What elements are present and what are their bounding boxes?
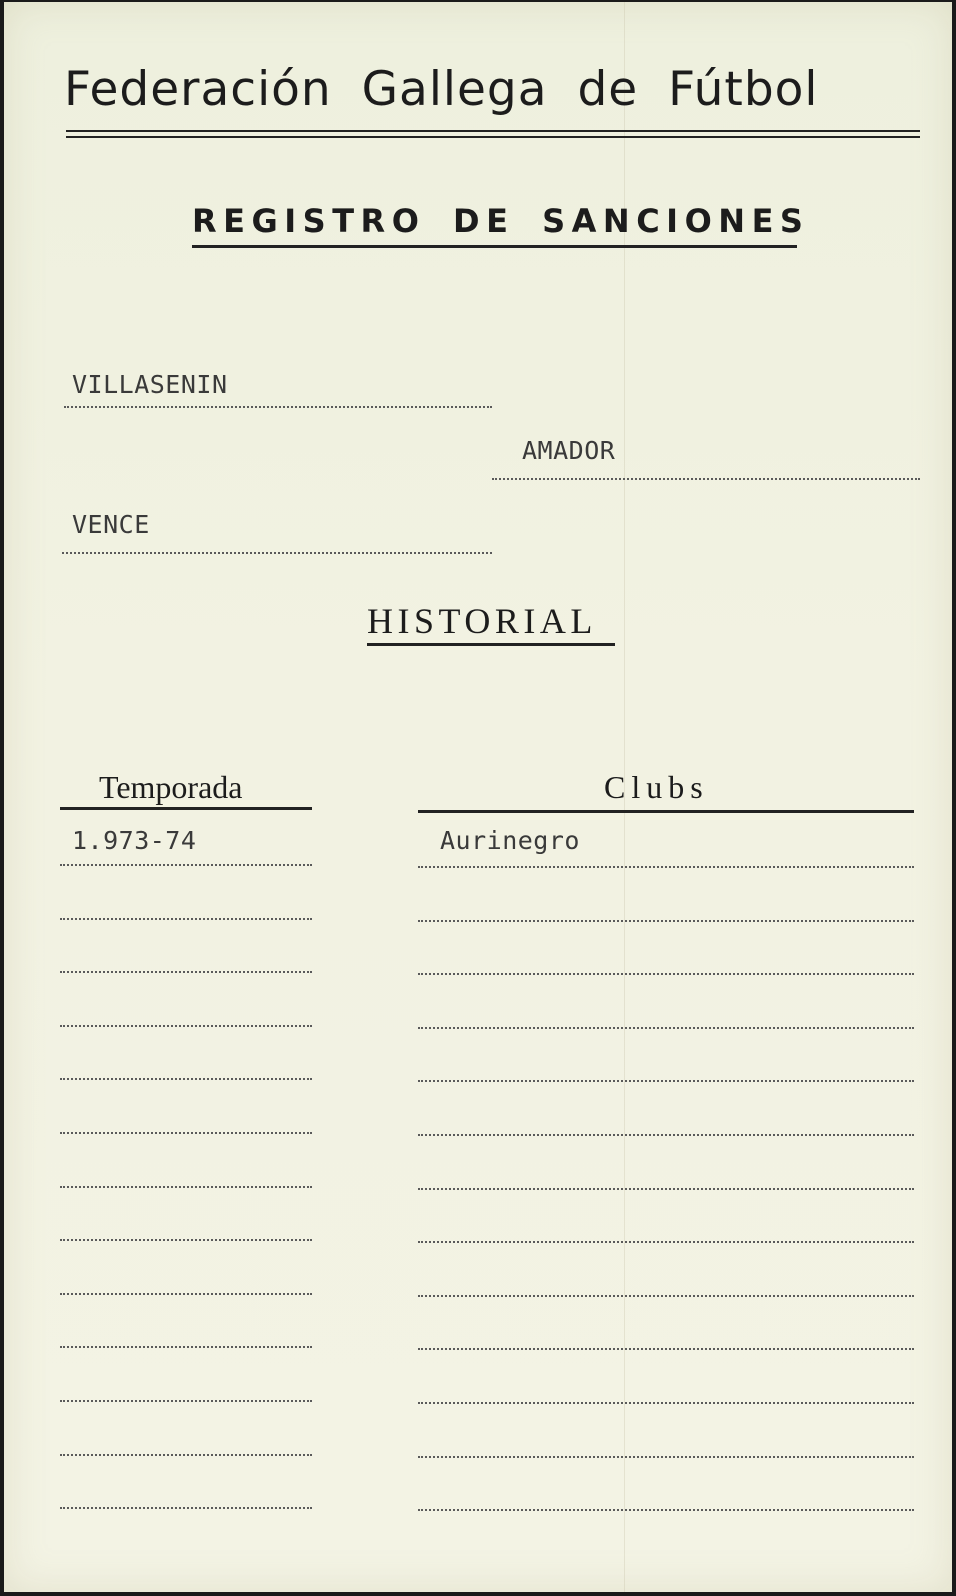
surname1-value: VILLASENIN xyxy=(72,370,228,399)
club-line xyxy=(418,973,914,975)
club-line xyxy=(418,1188,914,1190)
form-title: REGISTRO DE SANCIONES xyxy=(192,202,810,240)
given-name-value: AMADOR xyxy=(522,436,616,465)
title-rule-top xyxy=(66,130,920,132)
given-name-line xyxy=(492,478,920,480)
historial-title: HISTORIAL xyxy=(367,601,597,641)
season-line xyxy=(60,971,312,973)
club-line xyxy=(418,920,914,922)
season-line xyxy=(60,1507,312,1509)
club-line xyxy=(418,1080,914,1082)
season-header: Temporada xyxy=(99,769,243,805)
club-line xyxy=(418,1027,914,1029)
season-line xyxy=(60,1293,312,1295)
club-line xyxy=(418,866,914,868)
title-rule-bottom xyxy=(66,136,920,138)
club-header: Clubs xyxy=(604,769,709,805)
club-line xyxy=(418,1509,914,1511)
club-line xyxy=(418,1402,914,1404)
record-card xyxy=(4,2,952,1592)
season-line xyxy=(60,1346,312,1348)
club-header-rule xyxy=(418,810,914,813)
season-line xyxy=(60,864,312,866)
season-line xyxy=(60,1025,312,1027)
surname2-value: VENCE xyxy=(72,510,150,539)
club-line xyxy=(418,1295,914,1297)
season-line xyxy=(60,1078,312,1080)
season-line xyxy=(60,918,312,920)
season-line xyxy=(60,1239,312,1241)
surname2-line xyxy=(62,552,492,554)
club-line xyxy=(418,1348,914,1350)
season-cell: 1.973-74 xyxy=(72,826,197,855)
season-header-rule xyxy=(60,807,312,810)
surname1-line xyxy=(64,406,492,408)
club-line xyxy=(418,1134,914,1136)
historial-underline xyxy=(367,643,615,646)
season-line xyxy=(60,1454,312,1456)
club-cell: Aurinegro xyxy=(440,826,580,855)
club-line xyxy=(418,1241,914,1243)
season-line xyxy=(60,1400,312,1402)
federation-title: Federación Gallega de Fútbol xyxy=(64,62,819,117)
club-line xyxy=(418,1456,914,1458)
season-line xyxy=(60,1132,312,1134)
form-title-underline xyxy=(192,245,797,248)
season-line xyxy=(60,1186,312,1188)
